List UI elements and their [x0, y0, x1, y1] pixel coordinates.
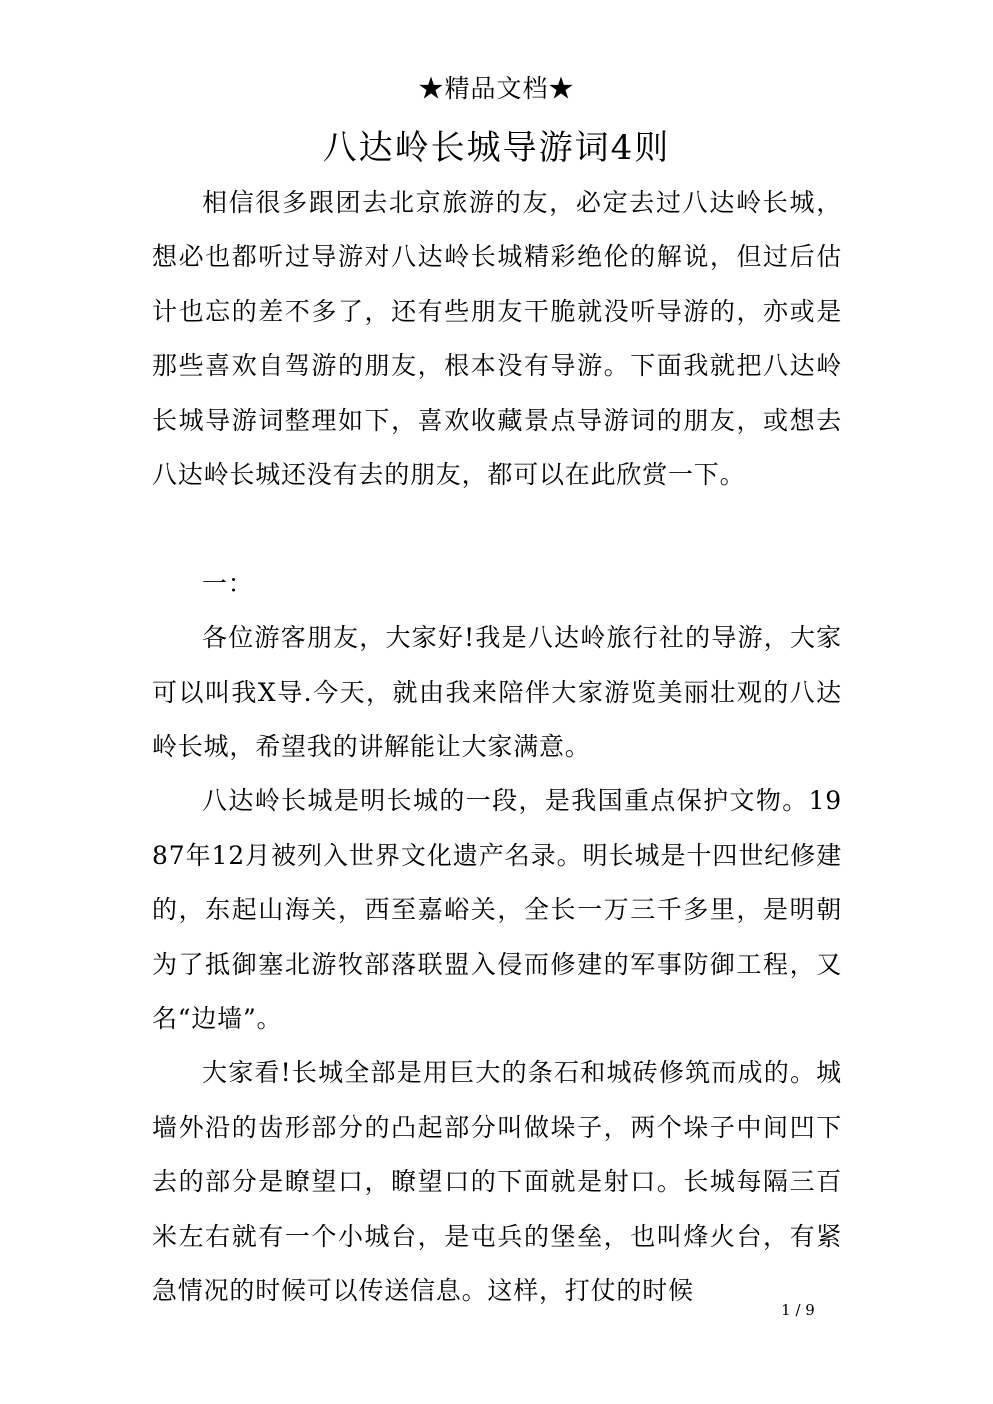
paragraph-spacer	[152, 502, 842, 556]
intro-paragraph: 相信很多跟团去北京旅游的友，必定去过八达岭长城，想必也都听过导游对八达岭长城精彩绝伦的解说，但过后估计也忘的差不多了，还有些朋友干脆就没听导游的，亦或是那些喜欢自驾游的朋友，根本没有导游。下面我就把八达岭长城导游词整理如下，喜欢收藏景点导游词的朋友，或想去八达岭长城还没有去的朋友，都可以在此欣赏一下。	[152, 188, 842, 490]
section-heading-one: 一：	[202, 568, 254, 598]
document-header-badge: ★精品文档★	[418, 74, 575, 103]
body-paragraph: 各位游客朋友，大家好!我是八达岭旅行社的导游，大家可以叫我X导.今天，就由我来陪伴大家游览美丽壮观的八达岭长城，希望我的讲解能让大家满意。	[152, 623, 842, 762]
document-title: 八达岭长城导游词4则	[322, 128, 671, 168]
body-paragraph: 八达岭长城是明长城的一段，是我国重点保护文物。1987年12月被列入世界文化遗产名录。明长城是十四世纪修建的，东起山海关，西至嘉峪关，全长一万三千多里，是明朝为了抵御塞北游牧部落联盟入侵而修建的军事防御工程，又名“边墙”。	[152, 786, 842, 1034]
document-body	[152, 176, 842, 1319]
page-number: 1 / 9	[781, 1301, 815, 1319]
body-paragraph: 大家看!长城全部是用巨大的条石和城砖修筑而成的。城墙外沿的齿形部分的凸起部分叫做垛子，两个垛子中间凹下去的部分是瞭望口，瞭望口的下面就是射口。长城每隔三百米左右就有一个小城台，是屯兵的堡垒，也叫烽火台，有紧急情况的时候可以传送信息。这样，打仗的时候	[152, 1058, 842, 1306]
